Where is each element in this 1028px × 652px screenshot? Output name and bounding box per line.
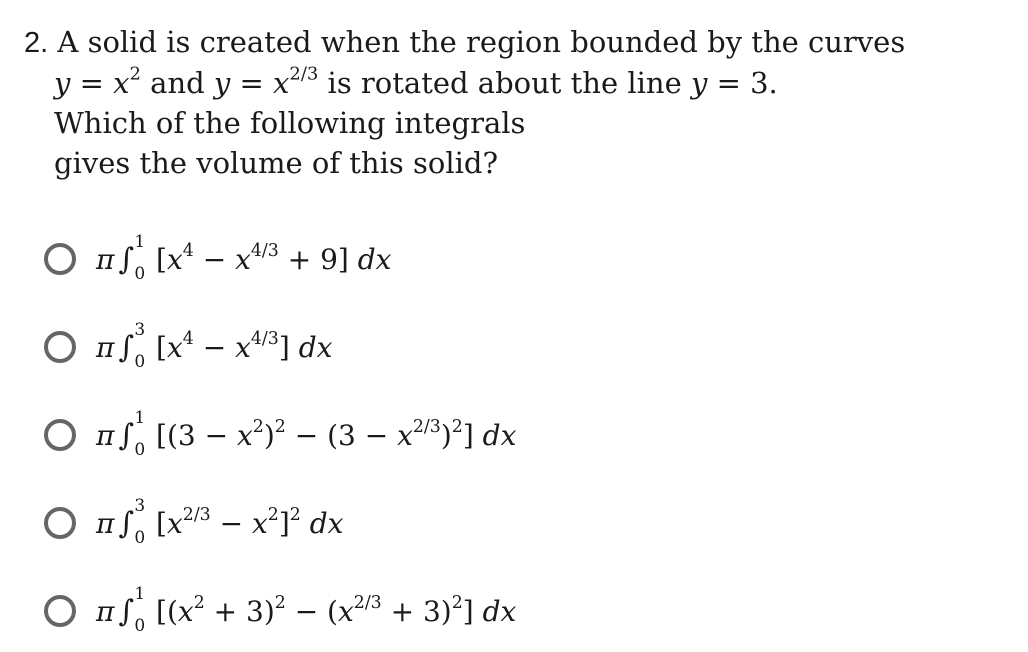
answer-option-2[interactable] (44, 303, 1004, 391)
answer-options (44, 215, 1004, 652)
radio-button[interactable] (44, 419, 76, 451)
question-text (24, 22, 1004, 183)
question-line-3: Which of the following integrals (54, 106, 526, 140)
question-line-4: gives the volume of this solid? (54, 146, 498, 180)
question-line-1: 2. A solid is created when the region bounded by the curves (24, 25, 906, 59)
question-line-2: $y = x^2$ and $y = x^{2/3}$ is rotated about the line y = 3. (54, 63, 778, 100)
radio-button[interactable] (44, 243, 76, 275)
option-expression: π ∫ 3 0 $[x^4 - x^{4/3}]$ dx (96, 319, 333, 372)
answer-option-4[interactable] (44, 479, 1004, 567)
option-expression: π ∫ 3 0 $[x^{2/3} - x^2]^2$ dx (96, 495, 344, 548)
answer-option-5[interactable] (44, 567, 1004, 652)
answer-option-1[interactable] (44, 215, 1004, 303)
radio-button[interactable] (44, 507, 76, 539)
option-expression: π ∫ 1 0 $[(x^2 + 3)^2 - (x^{2/3} + 3)^2]$ dx (96, 583, 517, 636)
radio-button[interactable] (44, 331, 76, 363)
answer-option-3[interactable] (44, 391, 1004, 479)
question-number: 2. (24, 27, 49, 59)
radio-button[interactable] (44, 595, 76, 627)
option-expression: π ∫ 1 0 $[x^4 - x^{4/3} + 9]$ dx (96, 231, 392, 284)
option-expression: π ∫ 1 0 $[(3 - x^2)^2 - (3 - x^{2/3})^2]$ dx (96, 407, 517, 460)
